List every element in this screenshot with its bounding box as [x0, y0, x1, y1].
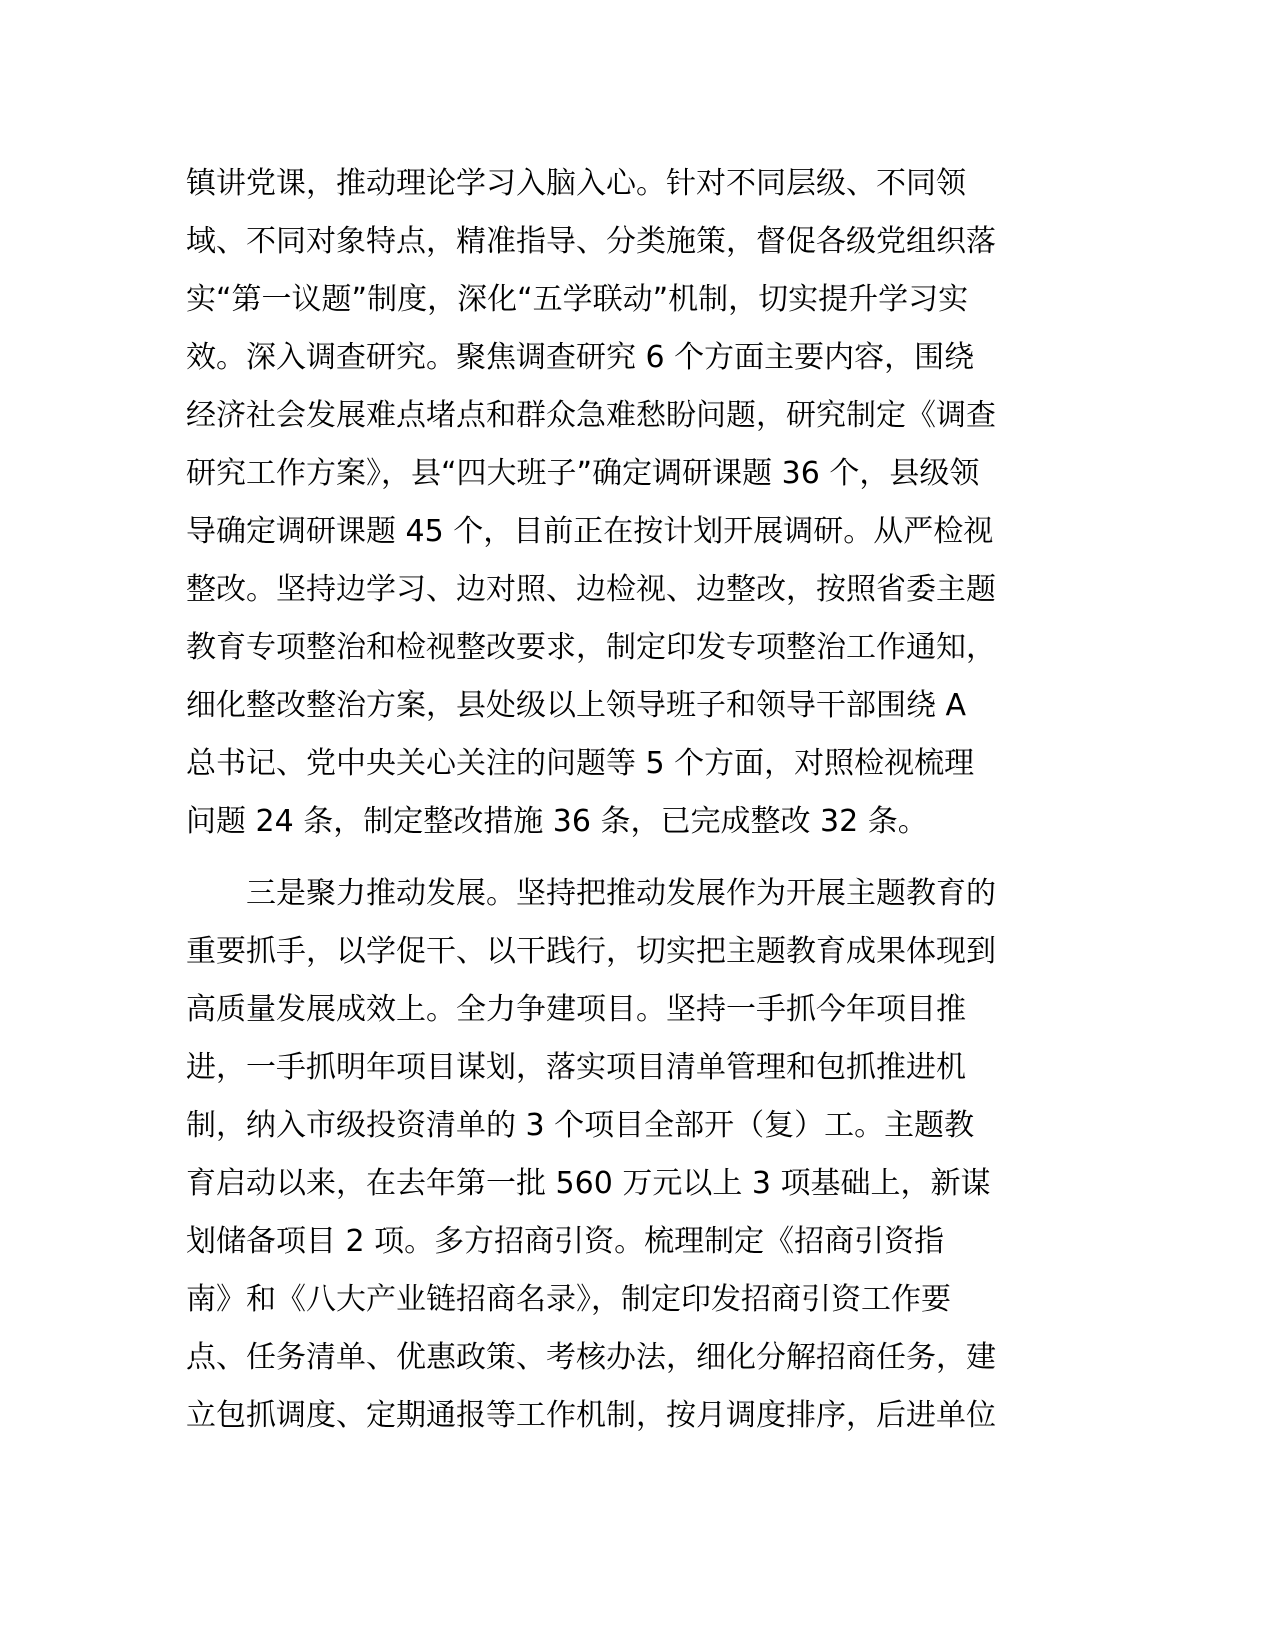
text-line: 研究工作方案》，县“四大班子”确定调研课题 36 个，县级领	[186, 456, 980, 491]
paragraph-2	[186, 865, 1091, 1445]
text-line: 制，纳入市级投资清单的 3 个项目全部开（复）工。主题教	[186, 1108, 975, 1143]
text-line: 总书记、党中央关心关注的问题等 5 个方面，对照检视梳理	[186, 746, 975, 781]
text-line: 经济社会发展难点堵点和群众急难愁盼问题，研究制定《调查	[186, 398, 996, 433]
text-line: 育启动以来，在去年第一批 560 万元以上 3 项基础上，新谋	[186, 1166, 991, 1201]
text-line: 点、任务清单、优惠政策、考核办法，细化分解招商任务，建	[186, 1340, 996, 1375]
document-body	[186, 155, 1091, 1445]
paragraph-spacing	[186, 851, 1091, 865]
text-line: 立包抓调度、定期通报等工作机制，按月调度排序，后进单位	[186, 1398, 996, 1433]
text-line: 问题 24 条，制定整改措施 36 条，已完成整改 32 条。	[186, 804, 928, 839]
text-line: 实“第一议题”制度，深化“五学联动”机制，切实提升学习实	[186, 282, 969, 317]
text-line: 域、不同对象特点，精准指导、分类施策，督促各级党组织落	[186, 224, 996, 259]
text-line: 导确定调研课题 45 个，目前正在按计划开展调研。从严检视	[186, 514, 994, 549]
paragraph-1	[186, 155, 1091, 851]
text-line: 细化整改整治方案，县处级以上领导班子和领导干部围绕 A	[186, 688, 967, 723]
text-line: 进，一手抓明年项目谋划，落实项目清单管理和包抓推进机	[186, 1050, 966, 1085]
text-line: 教育专项整治和检视整改要求，制定印发专项整治工作通知，	[186, 630, 996, 665]
text-line: 重要抓手，以学促干、以干践行，切实把主题教育成果体现到	[186, 934, 996, 969]
text-line: 划储备项目 2 项。多方招商引资。梳理制定《招商引资指	[186, 1224, 945, 1259]
text-line: 镇讲党课，推动理论学习入脑入心。针对不同层级、不同领	[186, 166, 966, 201]
text-line: 南》和《八大产业链招商名录》，制定印发招商引资工作要	[186, 1282, 951, 1317]
text-line: 高质量发展成效上。全力争建项目。坚持一手抓今年项目推	[186, 992, 966, 1027]
text-line: 效。深入调查研究。聚焦调查研究 6 个方面主要内容，围绕	[186, 340, 975, 375]
text-line: 整改。坚持边学习、边对照、边检视、边整改，按照省委主题	[186, 572, 996, 607]
text-line: 三是聚力推动发展。坚持把推动发展作为开展主题教育的	[186, 876, 996, 911]
